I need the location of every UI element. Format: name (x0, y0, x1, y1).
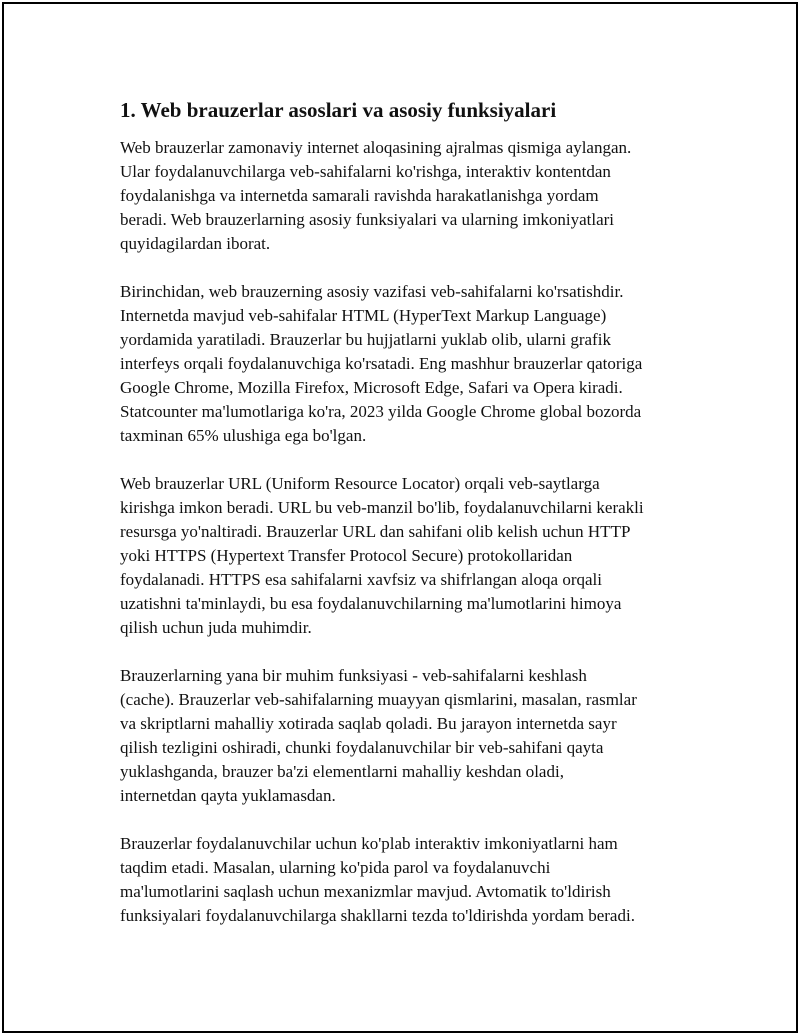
text-line: Web brauzerlar URL (Uniform Resource Locator) orqali veb-saytlarga (120, 474, 600, 493)
text-line: yordamida yaratiladi. Brauzerlar bu hujjatlarni yuklab olib, ularni grafik (120, 330, 611, 349)
paragraph-intro (120, 136, 700, 256)
text-line: qilish tezligini oshiradi, chunki foydalanuvchilar bir veb-sahifani qayta (120, 738, 604, 757)
text-line: Brauzerlar foydalanuvchilar uchun ko'plab interaktiv imkoniyatlarni ham (120, 834, 618, 853)
text-line: va skriptlarni mahalliy xotirada saqlab qoladi. Bu jarayon internetda sayr (120, 714, 617, 733)
text-line: internetdan qayta yuklamasdan. (120, 786, 336, 805)
text-line: Google Chrome, Mozilla Firefox, Microsoft Edge, Safari va Opera kiradi. (120, 378, 623, 397)
paragraph-page-display (120, 280, 700, 448)
text-line: Web brauzerlar zamonaviy internet aloqasining ajralmas qismiga aylangan. (120, 138, 632, 157)
text-line: Ular foydalanuvchilarga veb-sahifalarni ko'rishga, interaktiv kontentdan (120, 162, 611, 181)
text-line: Statcounter ma'lumotlariga ko'ra, 2023 yilda Google Chrome global bozorda (120, 402, 642, 421)
paragraph-url-access (120, 472, 700, 640)
text-line: (cache). Brauzerlar veb-sahifalarning muayyan qismlarini, masalan, rasmlar (120, 690, 637, 709)
text-line: taqdim etadi. Masalan, ularning ko'pida parol va foydalanuvchi (120, 858, 551, 877)
paragraph-caching (120, 664, 700, 808)
document-body (120, 96, 700, 952)
page-frame (2, 2, 798, 1033)
text-line: foydalanishga va internetda samarali ravishda harakatlanishga yordam (120, 186, 599, 205)
text-line: qilish uchun juda muhimdir. (120, 618, 312, 637)
text-line: ma'lumotlarini saqlash uchun mexanizmlar mavjud. Avtomatik to'ldirish (120, 882, 611, 901)
text-line: yuklashganda, brauzer ba'zi elementlarni mahalliy keshdan oladi, (120, 762, 564, 781)
text-line: funksiyalari foydalanuvchilarga shakllarni tezda to'ldirishda yordam beradi. (120, 906, 635, 925)
text-line: resursga yo'naltiradi. Brauzerlar URL dan sahifani olib kelish uchun HTTP (120, 522, 631, 541)
text-line: quyidagilardan iborat. (120, 234, 271, 253)
text-line: beradi. Web brauzerlarning asosiy funksiyalari va ularning imkoniyatlari (120, 210, 614, 229)
text-line: kirishga imkon beradi. URL bu veb-manzil bo'lib, foydalanuvchilarni kerakli (120, 498, 644, 517)
text-line: Internetda mavjud veb-sahifalar HTML (HyperText Markup Language) (120, 306, 607, 325)
text-line: yoki HTTPS (Hypertext Transfer Protocol Secure) protokollaridan (120, 546, 573, 565)
section-heading: 1. Web brauzerlar asoslari va asosiy funksiyalari (120, 98, 557, 122)
text-line: interfeys orqali foydalanuvchiga ko'rsatadi. Eng mashhur brauzerlar qatoriga (120, 354, 643, 373)
text-line: foydalanadi. HTTPS esa sahifalarni xavfsiz va shifrlangan aloqa orqali (120, 570, 602, 589)
text-line: Brauzerlarning yana bir muhim funksiyasi - veb-sahifalarni keshlash (120, 666, 587, 685)
text-line: Birinchidan, web brauzerning asosiy vazifasi veb-sahifalarni ko'rsatishdir. (120, 282, 624, 301)
paragraph-interactive-features (120, 832, 700, 928)
text-line: taxminan 65% ulushiga ega bo'lgan. (120, 426, 367, 445)
text-line: uzatishni ta'minlaydi, bu esa foydalanuvchilarning ma'lumotlarini himoya (120, 594, 622, 613)
